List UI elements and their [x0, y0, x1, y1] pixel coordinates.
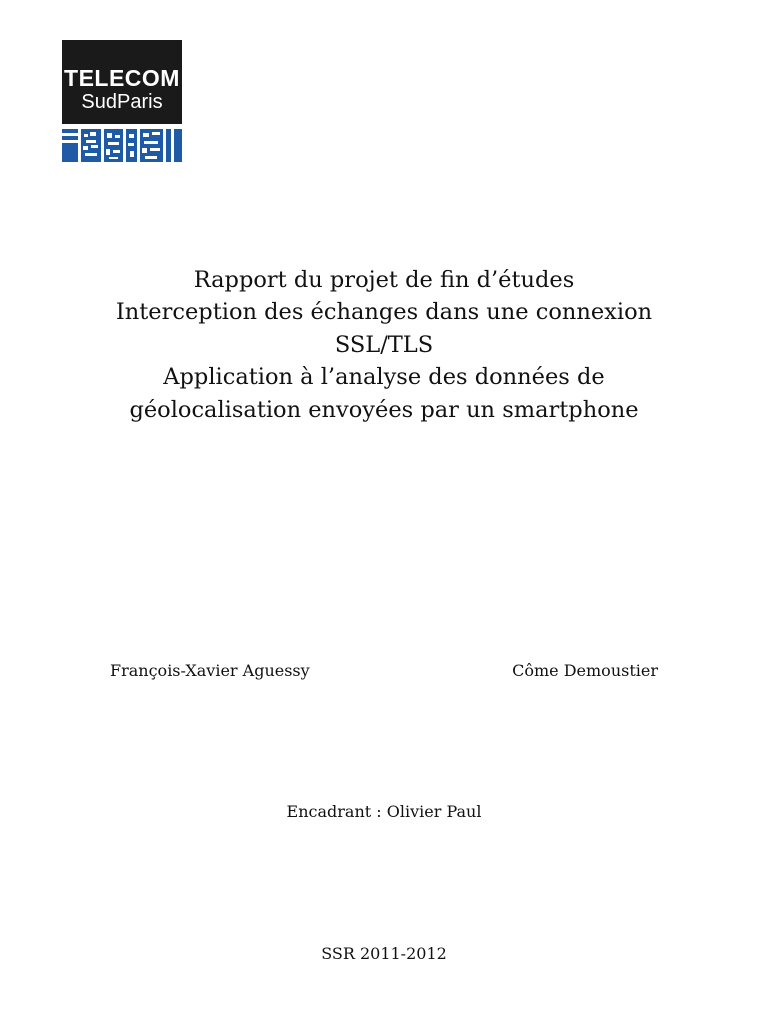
title-line-4: Application à l’analyse des données de [163, 364, 605, 391]
logo-text-box [62, 40, 182, 124]
logo-line-1: TELECOM [64, 65, 180, 91]
logo-glyph-strip [62, 129, 182, 162]
author-left: François-Xavier Aguessy [110, 661, 310, 680]
telecom-sudparis-logo [62, 40, 182, 162]
report-title [0, 264, 768, 426]
title-line-1: Rapport du projet de fin d’études [193, 267, 575, 293]
program-year: SSR 2011-2012 [321, 944, 447, 963]
title-line-5: géolocalisation envoyées par un smartphone [129, 396, 639, 423]
author-right: Côme Demoustier [512, 661, 658, 680]
title-line-3: SSL/TLS [334, 331, 434, 358]
supervisor: Encadrant : Olivier Paul [286, 802, 482, 821]
title-line-2: Interception des échanges dans une connexion [115, 299, 653, 326]
logo-line-2: SudParis [81, 91, 163, 113]
